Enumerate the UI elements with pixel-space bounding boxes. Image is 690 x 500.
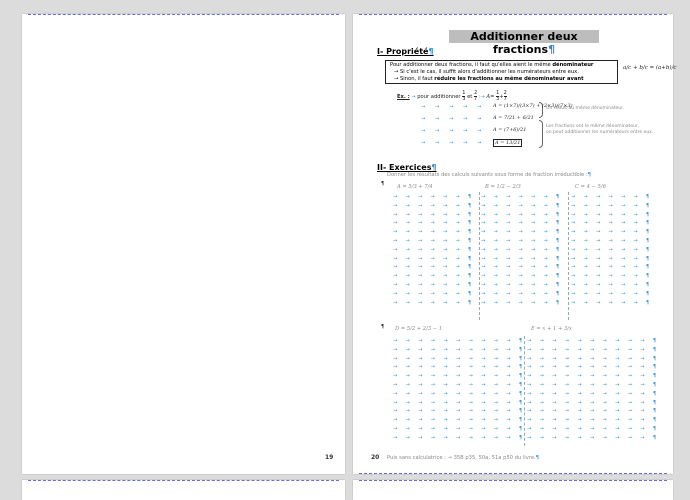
tab-arrow-row: → → → → → → → → → → ¶ (393, 382, 523, 388)
tab-arrow-row: → → → → → → ¶ (481, 211, 560, 218)
brace (539, 120, 543, 148)
exercise-C: C = 4 − 5/6 (575, 184, 606, 190)
tab-arrow-row: → → → → → → → → → → ¶ (393, 399, 523, 406)
tab-arrow-row: → → → → → → → → → → ¶ (527, 434, 657, 441)
tab-arrow-row: → → → → → → ¶ (571, 290, 650, 297)
tab-arrow-row: → → → → → → → → → → ¶ (393, 390, 523, 397)
note-add: Les fractions ont le même dénominateur, (546, 124, 640, 129)
tab-arrow-row: → → → → → → ¶ (393, 246, 472, 253)
tab-arrow-row: → → → → → → → → → → ¶ (527, 346, 657, 353)
right-page (353, 14, 677, 474)
tab-arrow-row: → → → → → → ¶ (393, 202, 472, 209)
property-line-2: → Si c'est le cas, il suffit alors d'additionner les numérateurs entre eux. (394, 69, 579, 76)
pilcrow-mark: ¶ (381, 181, 385, 187)
tab-arrow-row: → → → → → → → → → → ¶ (527, 364, 657, 371)
exercise-E: E = x + 1 + 3/x (531, 326, 572, 332)
tab-arrow-row: → → → → → → ¶ (393, 299, 472, 306)
page-bottom-border (359, 473, 667, 474)
exercise-D: D = 5/2 + 2/3 − 1 (395, 326, 443, 332)
section-heading-propriete: I- Propriété¶ (377, 47, 434, 56)
tab-arrow-row: → → → → → → → → → → ¶ (393, 373, 523, 380)
tab-arrow-row: → → → → → → ¶ (393, 220, 472, 227)
example-step: A = 13/21 (495, 140, 521, 146)
tab-arrow-row: → → → → → → → → → → ¶ (393, 364, 523, 371)
tab-arrow-row: → → → → → → ¶ (481, 290, 560, 297)
property-line-3: → Sinon, il faut réduire les fractions au même dénominateur avant (394, 76, 584, 83)
example-step: A = 7/21 + 6/21 (493, 115, 534, 121)
example-line: Ex. : → pour additionner $\frac{1}{3}$ et $\frac{2}{7}$ :→ A= $\frac{1}{3}$ + $\frac{2}{7}$ (397, 90, 507, 102)
page-top-border (359, 14, 667, 15)
tab-arrow-row: → → → → → → ¶ (571, 264, 650, 271)
tab-arrow-row: → → → → → (421, 128, 482, 134)
tab-arrow-row: → → → → → → ¶ (393, 282, 472, 288)
tab-arrow-row: → → → → → → ¶ (571, 282, 650, 288)
page-top-border (28, 14, 339, 15)
tab-arrow-row: → → → → → → ¶ (481, 282, 560, 288)
tab-arrow-row: → → → → → → → → → → ¶ (527, 338, 657, 344)
tab-arrow-row: → → → → → → ¶ (393, 211, 472, 218)
tab-arrow-row: → → → → → → ¶ (393, 273, 472, 280)
tab-arrow-row: → → → → → → ¶ (393, 290, 472, 297)
tab-arrow-row: → → → → → → ¶ (393, 194, 472, 200)
tab-arrow-row: → → → → → → ¶ (393, 229, 472, 236)
tab-arrow-row: → → → → → → → → → → ¶ (393, 417, 523, 424)
tab-arrow-row: → → → → → → ¶ (481, 220, 560, 227)
tab-arrow-row: → → → → → → → → → → ¶ (393, 355, 523, 362)
tab-arrow-row: → → → → → → → → → → ¶ (393, 434, 523, 441)
tab-arrow-row: → → → → → → ¶ (481, 246, 560, 253)
page-number: 19 (325, 454, 334, 461)
next-page-left (22, 480, 345, 500)
column-divider (524, 336, 525, 446)
tab-arrow-row: → → → → → → → → → → ¶ (393, 346, 523, 353)
property-formula: a/c + b/c = (a+b)/c (623, 65, 677, 71)
tab-arrow-row: → → → → → → ¶ (571, 202, 650, 209)
note-reduce: On réduit au même dénominateur. (546, 106, 624, 111)
page-number: 20 (371, 454, 380, 461)
tab-arrow-row: → → → → → (421, 140, 482, 146)
tab-arrow-row: → → → → → → ¶ (481, 299, 560, 306)
tab-arrow-row: → → → → → → ¶ (481, 273, 560, 280)
example-step: A = (1×7)/(3×7) + (2×3)/(7×3) (493, 103, 573, 109)
pilcrow-mark: ¶ (381, 324, 385, 330)
tab-arrow-row: → → → → → → ¶ (571, 194, 650, 200)
tab-arrow-row: → → → → → → ¶ (571, 246, 650, 253)
tab-arrow-row: → → → → → → → → → → ¶ (527, 417, 657, 424)
tab-arrow-row: → → → → → → → → → → ¶ (527, 399, 657, 406)
tab-arrow-row: → → → → → → ¶ (393, 255, 472, 262)
tab-arrow-row: → → → → → → → → → → ¶ (527, 408, 657, 415)
tab-arrow-row: → → → → → → ¶ (481, 264, 560, 271)
tab-arrow-row: → → → → → → ¶ (481, 202, 560, 209)
tab-arrow-row: → → → → → → → → → → ¶ (393, 338, 523, 344)
example-step: A = (7+6)/21 (493, 127, 527, 133)
tab-arrow-row: → → → → → → ¶ (571, 273, 650, 280)
tab-arrow-row: → → → → → (421, 104, 482, 110)
tab-arrow-row: → → → → → → → → → → ¶ (393, 426, 523, 432)
exercise-B: B = 1/2 − 2/3 (485, 184, 521, 190)
section-heading-exercices: II- Exercices¶ (377, 163, 437, 172)
tab-arrow-row: → → → → → → ¶ (481, 229, 560, 236)
tab-arrow-row: → → → → → → → → → → ¶ (527, 382, 657, 388)
tab-arrow-row: → → → → → → ¶ (571, 299, 650, 306)
exercise-A: A = 5/3 + 7/4 (397, 184, 433, 190)
tab-arrow-row: → → → → → → ¶ (481, 255, 560, 262)
tab-arrow-row: → → → → → → ¶ (571, 238, 650, 244)
tab-arrow-row: → → → → → → ¶ (393, 238, 472, 244)
column-divider (479, 192, 480, 320)
footer-exercises: Puis sans calculatrice : → 35B p35, 50a, 51a p50 du livre.¶ (387, 455, 539, 461)
tab-arrow-row: → → → → → → → → → → ¶ (527, 355, 657, 362)
tab-arrow-row: → → → → → → ¶ (481, 194, 560, 200)
tab-arrow-row: → → → → → → → → → → ¶ (527, 426, 657, 432)
tab-arrow-row: → → → → → → ¶ (571, 211, 650, 218)
tab-arrow-row: → → → → → → ¶ (571, 229, 650, 236)
tab-arrow-row: → → → → → → → → → → ¶ (527, 373, 657, 380)
tab-arrow-row: → → → → → → → → → → ¶ (527, 390, 657, 397)
column-divider (568, 192, 569, 320)
tab-arrow-row: → → → → → (421, 116, 482, 122)
next-page-right (353, 480, 673, 500)
note-add-2: on peut additionner les numérateurs entre eux. (546, 130, 654, 135)
page-title: Additionner deux fractions¶ (449, 30, 599, 43)
tab-arrow-row: → → → → → → ¶ (571, 220, 650, 227)
tab-arrow-row: → → → → → → ¶ (571, 255, 650, 262)
property-box (385, 60, 618, 84)
left-page (22, 14, 345, 474)
exercise-instruction: Donner les résultats des calculs suivants sous forme de fraction irréductible :¶ (387, 172, 591, 178)
tab-arrow-row: → → → → → → → → → → ¶ (393, 408, 523, 415)
property-line-1: Pour additionner deux fractions, il faut qu'elles aient le même dénominateur (390, 62, 594, 68)
tab-arrow-row: → → → → → → ¶ (393, 264, 472, 271)
tab-arrow-row: → → → → → → ¶ (481, 238, 560, 244)
